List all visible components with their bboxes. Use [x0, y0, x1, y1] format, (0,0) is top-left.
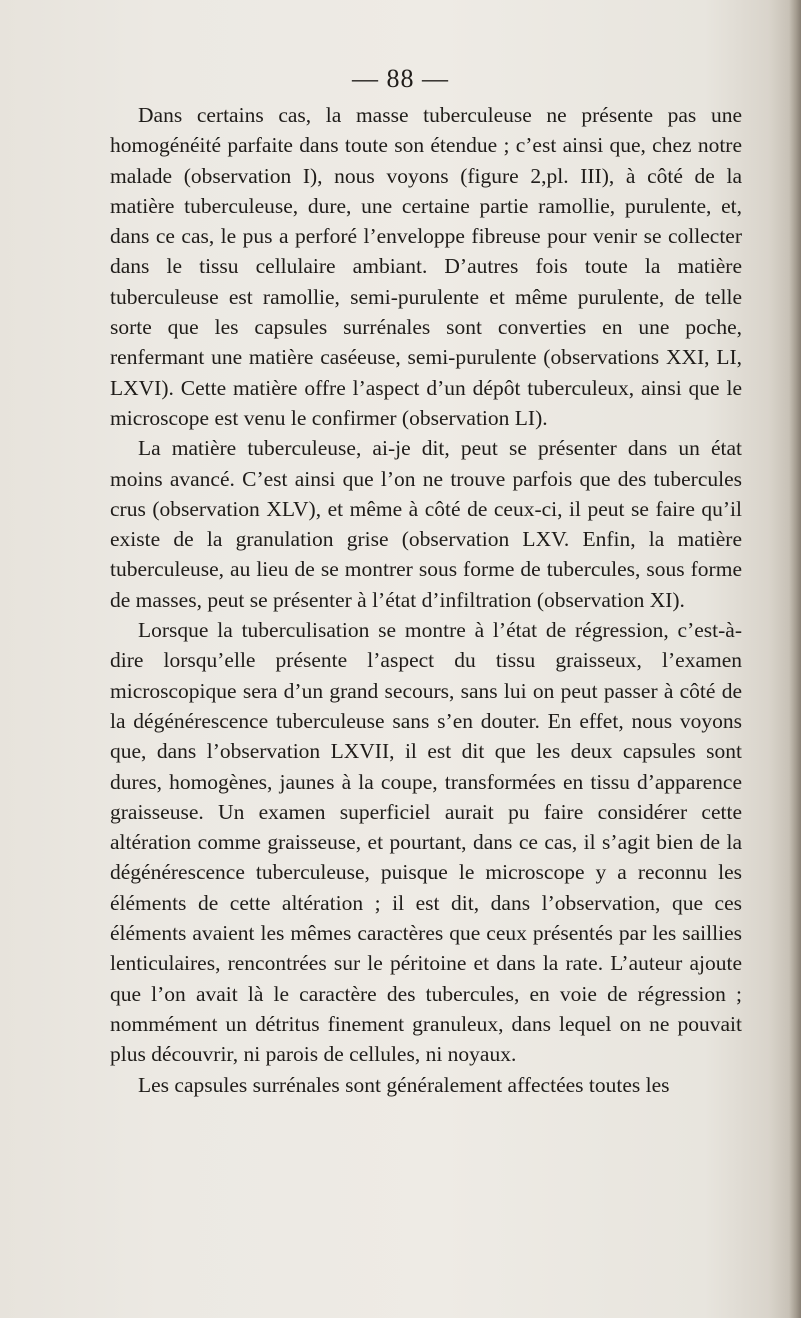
paragraph: Dans certains cas, la masse tuberculeuse ne présente pas une homogénéité parfaite dans toute son étendue ; c’est ainsi que, chez notre malade (observation I), nous voyons (figure 2,pl. III), à côté de la matière tuberculeuse, dure, une certaine partie ramollie, purulente, et, dans ce cas, le pus a perforé l’enveloppe fibreuse pour venir se collecter dans le tissu cellulaire ambiant. D’autres fois toute la matière tuberculeuse est ramollie, semi-purulente et même purulente, de telle sorte que les capsules surrénales sont converties en une poche, renfermant une matière caséeuse, semi-purulente (observations XXI, LI, LXVI). Cette matière offre l’aspect d’un dépôt tuberculeux, ainsi que le microscope est venu le confirmer (observation LI).	[110, 103, 742, 430]
page-edge-shadow	[789, 0, 801, 1318]
page-number: — 88 —	[352, 64, 449, 93]
paragraph: Lorsque la tuberculisation se montre à l’état de régression, c’est-à-dire lorsqu’elle présente l’aspect du tissu graisseux, l’examen microscopique sera d’un grand secours, sans lui on peut passer à côté de la dégénérescence tuberculeuse sans s’en douter. En effet, nous voyons que, dans l’observation LXVII, il est dit que les deux capsules sont dures, homogènes, jaunes à la coupe, transformées en tissu d’apparence graisseuse. Un examen superficiel aurait pu faire considérer cette altération comme graisseuse, et pourtant, dans ce cas, il s’agit bien de la dégénérescence tuberculeuse, puisque le microscope y a reconnu les éléments de cette altération ; il est dit, dans l’observation, que ces éléments avaient les mêmes caractères que ceux présentés par les saillies lenticulaires, rencontrées sur le péritoine et dans la rate. L’auteur ajoute que l’on avait là le caractère des tubercules, en voie de régression ; nommément un détritus finement granuleux, dans lequel on ne pouvait plus découvrir, ni parois de cellules, ni noyaux.	[110, 618, 742, 1067]
paragraph: La matière tuberculeuse, ai-je dit, peut se présenter dans un état moins avancé. C’est ainsi que l’on ne trouve parfois que des tubercules crus (observation XLV), et même à côté de ceux-ci, il peut se faire qu’il existe de la granulation grise (observation LXV. Enfin, la matière tuberculeuse, au lieu de se montrer sous forme de tubercules, sous forme de masses, peut se présenter à l’état d’infiltration (observation XI).	[110, 436, 742, 612]
paragraph: Les capsules surrénales sont généralement affectées toutes les	[138, 1072, 670, 1097]
body-text	[110, 100, 742, 1100]
